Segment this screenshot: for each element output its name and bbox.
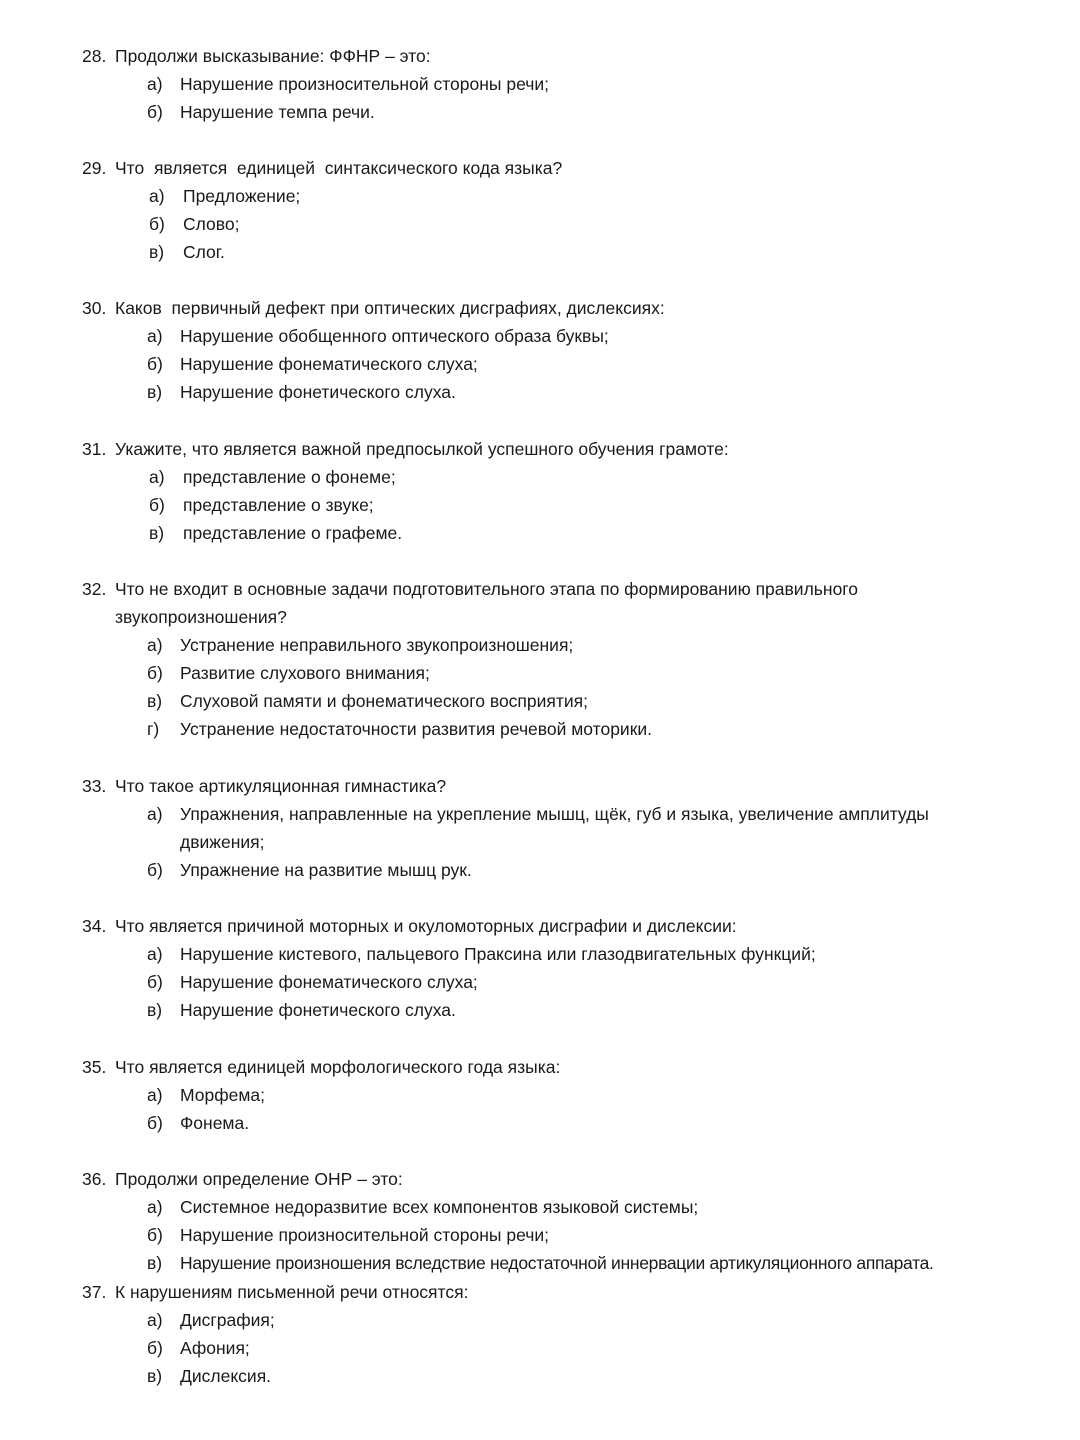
- question-text: Каков первичный дефект при оптических дисграфиях, дислексиях:: [115, 298, 665, 318]
- options-list: [82, 940, 1042, 1024]
- question-text: Продолжи определение ОНР – это:: [115, 1169, 403, 1189]
- option-item: [82, 1362, 1042, 1390]
- option-text: Слог.: [183, 242, 225, 262]
- option-letter: б): [149, 495, 165, 515]
- option-item: [82, 519, 1042, 547]
- option-item: [82, 659, 1042, 687]
- question-37: [82, 1278, 1042, 1390]
- question-text: К нарушениям письменной речи относятся:: [115, 1282, 469, 1302]
- question-heading: [82, 1053, 1042, 1081]
- option-item: [82, 98, 1042, 126]
- option-text: Слово;: [183, 214, 240, 234]
- options-list: [82, 1193, 1042, 1277]
- options-list: [82, 800, 1042, 884]
- option-text: Нарушение темпа речи.: [180, 102, 375, 122]
- option-item: [82, 1081, 1042, 1109]
- question-35: [82, 1053, 1042, 1137]
- option-letter: а): [149, 467, 165, 487]
- option-text: Афония;: [180, 1338, 250, 1358]
- option-letter: б): [147, 972, 163, 992]
- option-item: [82, 182, 1042, 210]
- question-text: Что является единицей синтаксического кода языка?: [115, 158, 563, 178]
- option-text: Развитие слухового внимания;: [180, 663, 430, 683]
- option-item: [82, 210, 1042, 238]
- question-number: 37.: [82, 1282, 107, 1302]
- options-list: [82, 463, 1042, 547]
- option-letter: б): [147, 1338, 163, 1358]
- option-item: [82, 687, 1042, 715]
- question-number: 34.: [82, 916, 107, 936]
- question-29: [82, 154, 1042, 266]
- option-letter: б): [147, 663, 163, 683]
- question-28: [82, 42, 1042, 126]
- option-text: Нарушение произносительной стороны речи;: [180, 74, 549, 94]
- option-item: [82, 940, 1042, 968]
- option-letter: а): [147, 74, 163, 94]
- option-item: [82, 631, 1042, 659]
- option-item: [82, 856, 1042, 884]
- question-31: [82, 435, 1042, 547]
- question-number: 32.: [82, 579, 107, 599]
- option-text: Упражнения, направленные на укрепление мышц, щёк, губ и языка, увеличение амплитуды движения;: [180, 804, 929, 852]
- question-heading: [82, 42, 1042, 70]
- option-letter: б): [147, 1113, 163, 1133]
- question-number: 33.: [82, 776, 107, 796]
- option-letter: а): [147, 326, 163, 346]
- option-letter: а): [147, 635, 163, 655]
- option-text: Нарушение фонематического слуха;: [180, 972, 478, 992]
- option-text: Нарушение обобщенного оптического образа буквы;: [180, 326, 609, 346]
- option-item: [82, 1306, 1042, 1334]
- option-letter: в): [149, 242, 165, 262]
- question-heading: [82, 772, 1042, 800]
- options-list: [82, 1081, 1042, 1137]
- option-text: Фонема.: [180, 1113, 250, 1133]
- option-text: Устранение неправильного звукопроизношения;: [180, 635, 574, 655]
- question-number: 29.: [82, 158, 107, 178]
- question-30: [82, 294, 1042, 406]
- option-letter: а): [147, 804, 163, 824]
- question-text: Продолжи высказывание: ФФНР – это:: [115, 46, 431, 66]
- option-text: Нарушение фонетического слуха.: [180, 1000, 456, 1020]
- option-text: Дисграфия;: [180, 1310, 275, 1330]
- option-item: [82, 1109, 1042, 1137]
- question-text: Что является единицей морфологического года языка:: [115, 1057, 561, 1077]
- question-number: 36.: [82, 1169, 107, 1189]
- option-item: [82, 968, 1042, 996]
- option-text: Нарушение фонетического слуха.: [180, 382, 456, 402]
- question-34: [82, 912, 1042, 1024]
- option-text: Упражнение на развитие мышц рук.: [180, 860, 472, 880]
- question-32: [82, 575, 1042, 743]
- question-number: 28.: [82, 46, 107, 66]
- option-letter: в): [147, 1000, 163, 1020]
- option-text: Слуховой памяти и фонематического восприятия;: [180, 691, 589, 711]
- option-item: [82, 1334, 1042, 1362]
- question-heading: [82, 294, 1042, 322]
- option-letter: а): [147, 1197, 163, 1217]
- options-list: [82, 1306, 1042, 1390]
- question-heading: [82, 912, 1042, 940]
- question-heading: [82, 435, 1042, 463]
- question-text: Что такое артикуляционная гимнастика?: [115, 776, 447, 796]
- option-text: Предложение;: [183, 186, 301, 206]
- question-number: 31.: [82, 439, 107, 459]
- option-letter: в): [147, 1253, 163, 1273]
- option-letter: а): [147, 1085, 163, 1105]
- option-item: [82, 1221, 1042, 1249]
- option-letter: б): [149, 214, 165, 234]
- option-text: Устранение недостаточности развития речевой моторики.: [180, 719, 652, 739]
- option-item: [82, 322, 1042, 350]
- option-text: представление о фонеме;: [183, 467, 396, 487]
- question-36: [82, 1165, 1042, 1277]
- option-letter: б): [147, 354, 163, 374]
- options-list: [82, 322, 1042, 406]
- question-heading: [82, 575, 1042, 631]
- option-text: Системное недоразвитие всех компонентов языковой системы;: [180, 1197, 699, 1217]
- option-letter: а): [147, 1310, 163, 1330]
- option-letter: а): [149, 186, 165, 206]
- option-text: Нарушение произносительной стороны речи;: [180, 1225, 549, 1245]
- option-letter: б): [147, 102, 163, 122]
- option-item: [82, 996, 1042, 1024]
- question-number: 35.: [82, 1057, 107, 1077]
- option-letter: г): [147, 719, 160, 739]
- option-item: [82, 715, 1042, 743]
- option-text: Морфема;: [180, 1085, 265, 1105]
- options-list: [82, 182, 1042, 266]
- option-text: представление о звуке;: [183, 495, 374, 515]
- option-item: [82, 70, 1042, 98]
- question-heading: [82, 1278, 1042, 1306]
- question-number: 30.: [82, 298, 107, 318]
- question-heading: [82, 1165, 1042, 1193]
- question-text: Укажите, что является важной предпосылкой успешного обучения грамоте:: [115, 439, 729, 459]
- option-letter: а): [147, 944, 163, 964]
- option-letter: в): [147, 382, 163, 402]
- option-letter: в): [147, 1366, 163, 1386]
- option-item: [82, 378, 1042, 406]
- option-item: [82, 491, 1042, 519]
- option-item: [82, 238, 1042, 266]
- option-item: [82, 1193, 1042, 1221]
- option-letter: в): [147, 691, 163, 711]
- option-letter: б): [147, 860, 163, 880]
- option-text: Нарушение кистевого, пальцевого Праксина или глазодвигательных функций;: [180, 944, 816, 964]
- question-text: Что не входит в основные задачи подготовительного этапа по формированию правильного звукопроизношения?: [115, 579, 859, 627]
- option-item: [82, 800, 1042, 856]
- option-text: Нарушение фонематического слуха;: [180, 354, 478, 374]
- options-list: [82, 70, 1042, 126]
- question-text: Что является причиной моторных и окуломоторных дисграфии и дислексии:: [115, 916, 737, 936]
- question-heading: [82, 154, 1042, 182]
- option-item: [82, 1249, 1042, 1277]
- question-33: [82, 772, 1042, 884]
- option-item: [82, 350, 1042, 378]
- option-text: Дислексия.: [180, 1366, 272, 1386]
- option-text: представление о графеме.: [183, 523, 403, 543]
- option-text: Нарушение произношения вследствие недостаточной иннервации артикуляционного аппарата.: [180, 1253, 934, 1273]
- option-letter: в): [149, 523, 165, 543]
- option-item: [82, 463, 1042, 491]
- option-letter: б): [147, 1225, 163, 1245]
- options-list: [82, 631, 1042, 743]
